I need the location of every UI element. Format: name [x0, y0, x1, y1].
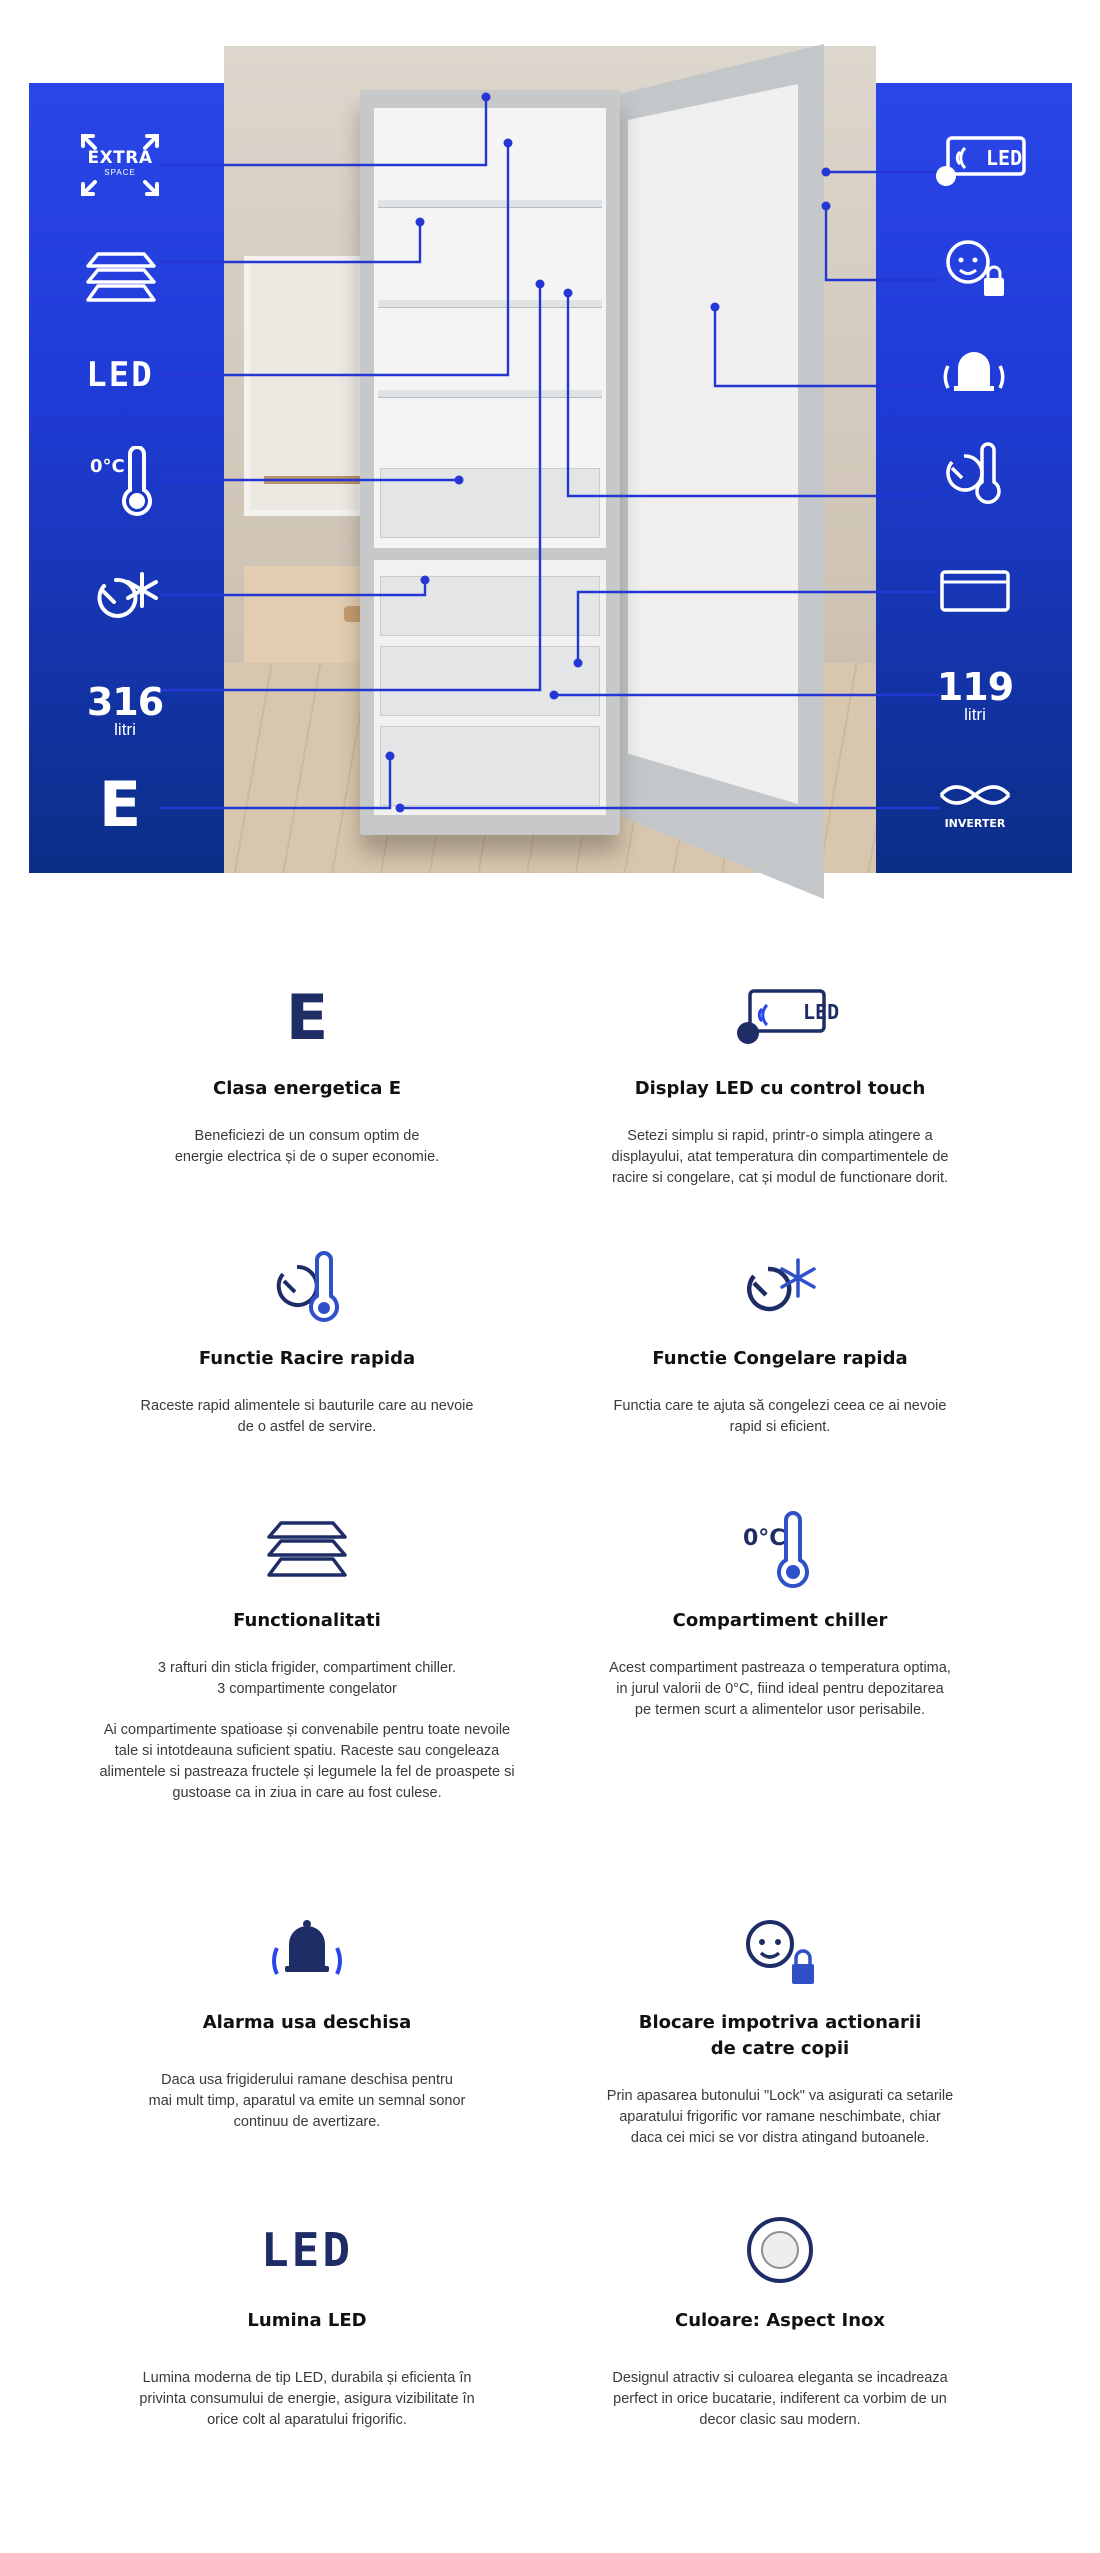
callout-dot	[564, 289, 573, 298]
callout-dot	[536, 280, 545, 289]
extra-space-icon: EXTRA SPACE	[70, 128, 170, 202]
led-touch-display-icon: LED	[545, 978, 1015, 1058]
feature-child-lock	[545, 1912, 1015, 2149]
led-touch-display-icon: LED	[930, 132, 1030, 192]
feature-text: 3 rafturi din sticla frigider, compartiment chiller. 3 compartimente congelator	[157, 1660, 457, 1697]
door-alarm-icon	[936, 340, 1012, 406]
feature-text: Acest compartiment pastreaza o temperatura optima, in jurul valorii de 0°C, fiind ideal pentru depozitarea pe termen scurt a alimentelor usor perisabile.	[609, 1660, 951, 1718]
door-alarm-icon	[72, 1912, 542, 1992]
callout-dot	[386, 752, 395, 761]
callout-dot	[416, 218, 425, 227]
feature-text: Designul atractiv si culoarea eleganta se incadreaza perfect in orice bucatarie, indiferent ca vorbim de un decor clasic sau modern.	[612, 2370, 948, 2428]
feature-title: Blocare impotriva actionarii de catre copii	[638, 2012, 922, 2059]
hero-banner	[0, 0, 1100, 900]
callout-dot	[421, 576, 430, 585]
led-icon: LED	[260, 2223, 354, 2277]
feature-text: Prin apasarea butonului "Lock" va asigurati ca setarile aparatului frigorific vor ramane neschimbate, chiar daca cei mici se vor distra atingand butoanele.	[606, 2088, 954, 2146]
feature-text: Setezi simplu si rapid, printr-o simpla atingere a displayului, atat temperatura din compartimentele de racire si congelare, cat și modul de functionare dorit.	[611, 1128, 949, 1186]
feature-led-light	[72, 2210, 542, 2431]
feature-text: Daca usa frigiderului ramane deschisa pentru mai mult timp, aparatul va emite un semnal sonor continuu de avertizare.	[148, 2072, 466, 2130]
feature-text: Lumina moderna de tip LED, durabila și eficienta în privinta consumului de energie, asigura vizibilitate în orice colt al aparatului frigorific.	[139, 2370, 475, 2428]
fridge-capacity: 316 litri	[86, 680, 164, 739]
fast-cool-icon	[938, 440, 1010, 510]
chiller-0c-icon: 0°C	[545, 1510, 1015, 1590]
feature-chiller	[545, 1510, 1015, 1721]
feature-text: Functia care te ajuta să congelezi ceea ce ai nevoie rapid si eficient.	[613, 1398, 947, 1435]
feature-fast-cool	[72, 1248, 542, 1438]
callout-dot	[574, 659, 583, 668]
led-icon: LED	[86, 355, 154, 395]
feature-text-extra: Ai compartimente spatioase și convenabile pentru toate nevoile tale si intotdeauna suficient spatiu. Raceste sau congeleaza alimentele si pastreaza fructele și legumele la fel de proaspete si gustoase ca in ziua in care au fost culese.	[99, 1722, 515, 1801]
feature-title: Clasa energetica E	[212, 1078, 401, 1099]
child-lock-icon	[545, 1912, 1015, 1992]
callout-dot	[396, 804, 405, 813]
drawer-icon	[938, 566, 1012, 616]
feature-energy-class	[72, 978, 542, 1168]
feature-text: Raceste rapid alimentele si bauturile care au nevoie de o astfel de servire.	[140, 1398, 474, 1435]
energy-class-e-icon: E	[285, 981, 329, 1054]
callout-dot	[822, 168, 831, 177]
feature-functionalities	[72, 1510, 542, 1804]
shelves-icon	[72, 1510, 542, 1590]
chiller-0c-icon: 0°C	[86, 446, 166, 516]
callout-dot	[711, 303, 720, 312]
shelves-icon	[84, 250, 158, 306]
child-lock-icon	[940, 236, 1010, 302]
callout-dot	[504, 139, 513, 148]
feature-title: Alarma usa deschisa	[202, 2012, 412, 2033]
feature-title: Lumina LED	[247, 2310, 367, 2331]
feature-title: Display LED cu control touch	[634, 1078, 926, 1099]
feature-text: Beneficiezi de un consum optim de energie electrica și de o super economie.	[174, 1128, 440, 1165]
fast-cool-icon	[72, 1248, 542, 1328]
fast-freeze-icon	[545, 1248, 1015, 1328]
feature-led-display	[545, 978, 1015, 1189]
callout-dot	[482, 93, 491, 102]
feature-fast-freeze	[545, 1248, 1015, 1438]
feature-door-alarm	[72, 1912, 542, 2133]
inox-color-swatch-icon	[545, 2210, 1015, 2290]
freezer-capacity: 119 litri	[936, 665, 1014, 724]
fast-freeze-icon	[88, 566, 164, 626]
feature-title: Functie Racire rapida	[198, 1348, 416, 1369]
feature-title: Culoare: Aspect Inox	[674, 2310, 886, 2331]
feature-title: Functionalitati	[233, 1610, 381, 1631]
feature-title: Functie Congelare rapida	[652, 1348, 908, 1369]
callout-dot	[455, 476, 464, 485]
callout-dot	[550, 691, 559, 700]
feature-title: Compartiment chiller	[672, 1610, 888, 1631]
inverter-icon: INVERTER	[930, 772, 1020, 834]
feature-color-inox	[545, 2210, 1015, 2431]
callout-dot	[822, 202, 831, 211]
energy-class: E	[98, 768, 142, 841]
